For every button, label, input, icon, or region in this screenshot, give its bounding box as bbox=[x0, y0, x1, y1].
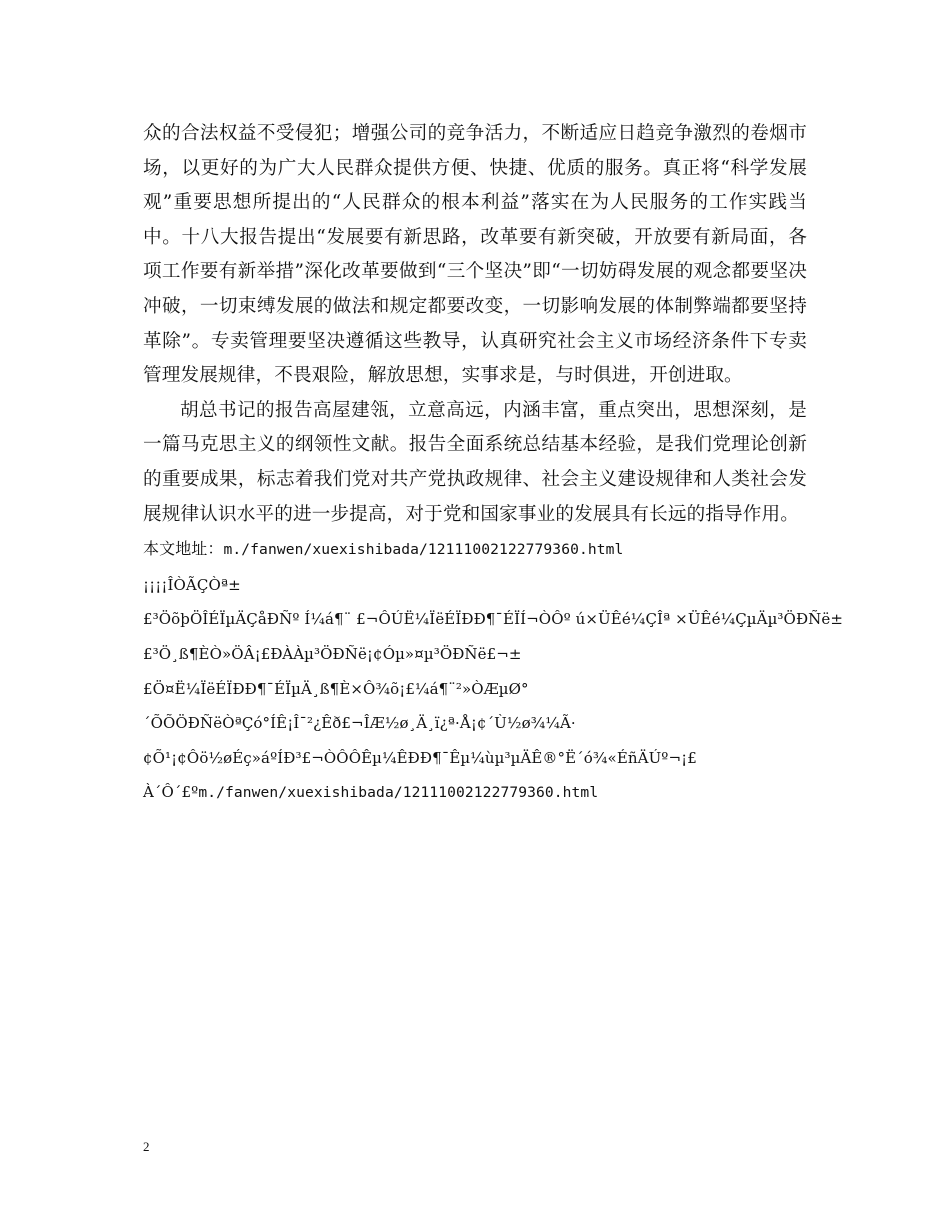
garbled-source-label: À´Ô´£º bbox=[143, 783, 199, 802]
garbled-line-5: ´ÕÕÖÐÑëÒªÇó°ÍÊ¡Î¯²¿Êð£¬ÎÆ½ø¸Ä¸ï¿ª·Å¡¢´Ù½ø¾¼Ã· bbox=[143, 714, 576, 733]
article-address-url: m./fanwen/xuexishibada/12111002122779360.html bbox=[223, 541, 624, 559]
garbled-line-6: ¢Õ¹¡¢Ôö½øÉç»áºÍÐ³£¬ÒÔÔÊµ¼ÊÐÐ¶¯Êµ¼ùµ³µÄÊ®°Ë´ó¾«ÉñÄÚº¬¡£ bbox=[143, 748, 697, 767]
garbled-line-2: £³ÖõþÖÎÉÏµÄÇåÐÑº Í¼á¶¨ £¬ÔÚË¼ÏëÉÏÐÐ¶¯ÉÏÍ¬ÒÔº ú×ÜÊé¼ÇÎª ×ÜÊé¼ÇµÄµ³ÖÐÑë± bbox=[143, 610, 844, 629]
garbled-line-1: ¡¡¡¡ÎÒÃÇÒª± bbox=[143, 575, 241, 594]
page-number: 2 bbox=[143, 1139, 150, 1154]
garbled-source-line bbox=[143, 775, 807, 811]
garbled-source-url: m./fanwen/xuexishibada/12111002122779360.html bbox=[198, 784, 599, 802]
garbled-line-3: £³Ö¸ß¶ÈÒ»ÖÂ¡£ÐÀÀµ³ÖÐÑë¡¢Óµ»¤µ³ÖÐÑë£¬± bbox=[143, 644, 522, 663]
article-address bbox=[143, 532, 807, 568]
document-body bbox=[143, 117, 844, 811]
paragraph-2: 胡总书记的报告高屋建瓴，立意高远，内涵丰富，重点突出，思想深刻，是一篇马克思主义的纲领性文献。报告全面系统总结基本经验，是我们党理论创新的重要成果，标志着我们党对共产党执政规律、社会主义建设规律和人类社会发展规律认识水平的进一步提高，对于党和国家事业的发展具有长远的指导作用。 bbox=[143, 399, 807, 525]
paragraph-1: 众的合法权益不受侵犯；增强公司的竞争活力，不断适应日趋竞争激烈的卷烟市场，以更好的为广大人民群众提供方便、快捷、优质的服务。真正将“科学发展观”重要思想所提出的“人民群众的根本利益”落实在为人民服务的工作实践当中。十八大报告提出“发展要有新思路，改革要有新突破，开放要有新局面，各项工作要有新举措”深化改革要做到“三个坚决”即“一切妨碍发展的观念都要坚决冲破，一切束缚发展的做法和规定都要改变，一切影响发展的体制弊端都要坚持革除”。专卖管理要坚决遵循这些教导，认真研究社会主义市场经济条件下专卖管理发展规律，不畏艰险，解放思想，实事求是，与时俱进，开创进取。 bbox=[143, 123, 807, 387]
garbled-line-4: £Ö¤Ë¼ÏëÉÏÐÐ¶¯ÉÏµÄ¸ß¶È×Ô¾õ¡£¼á¶¨²»ÒÆµØ° bbox=[143, 679, 529, 698]
article-address-label: 本文地址： bbox=[143, 539, 224, 559]
